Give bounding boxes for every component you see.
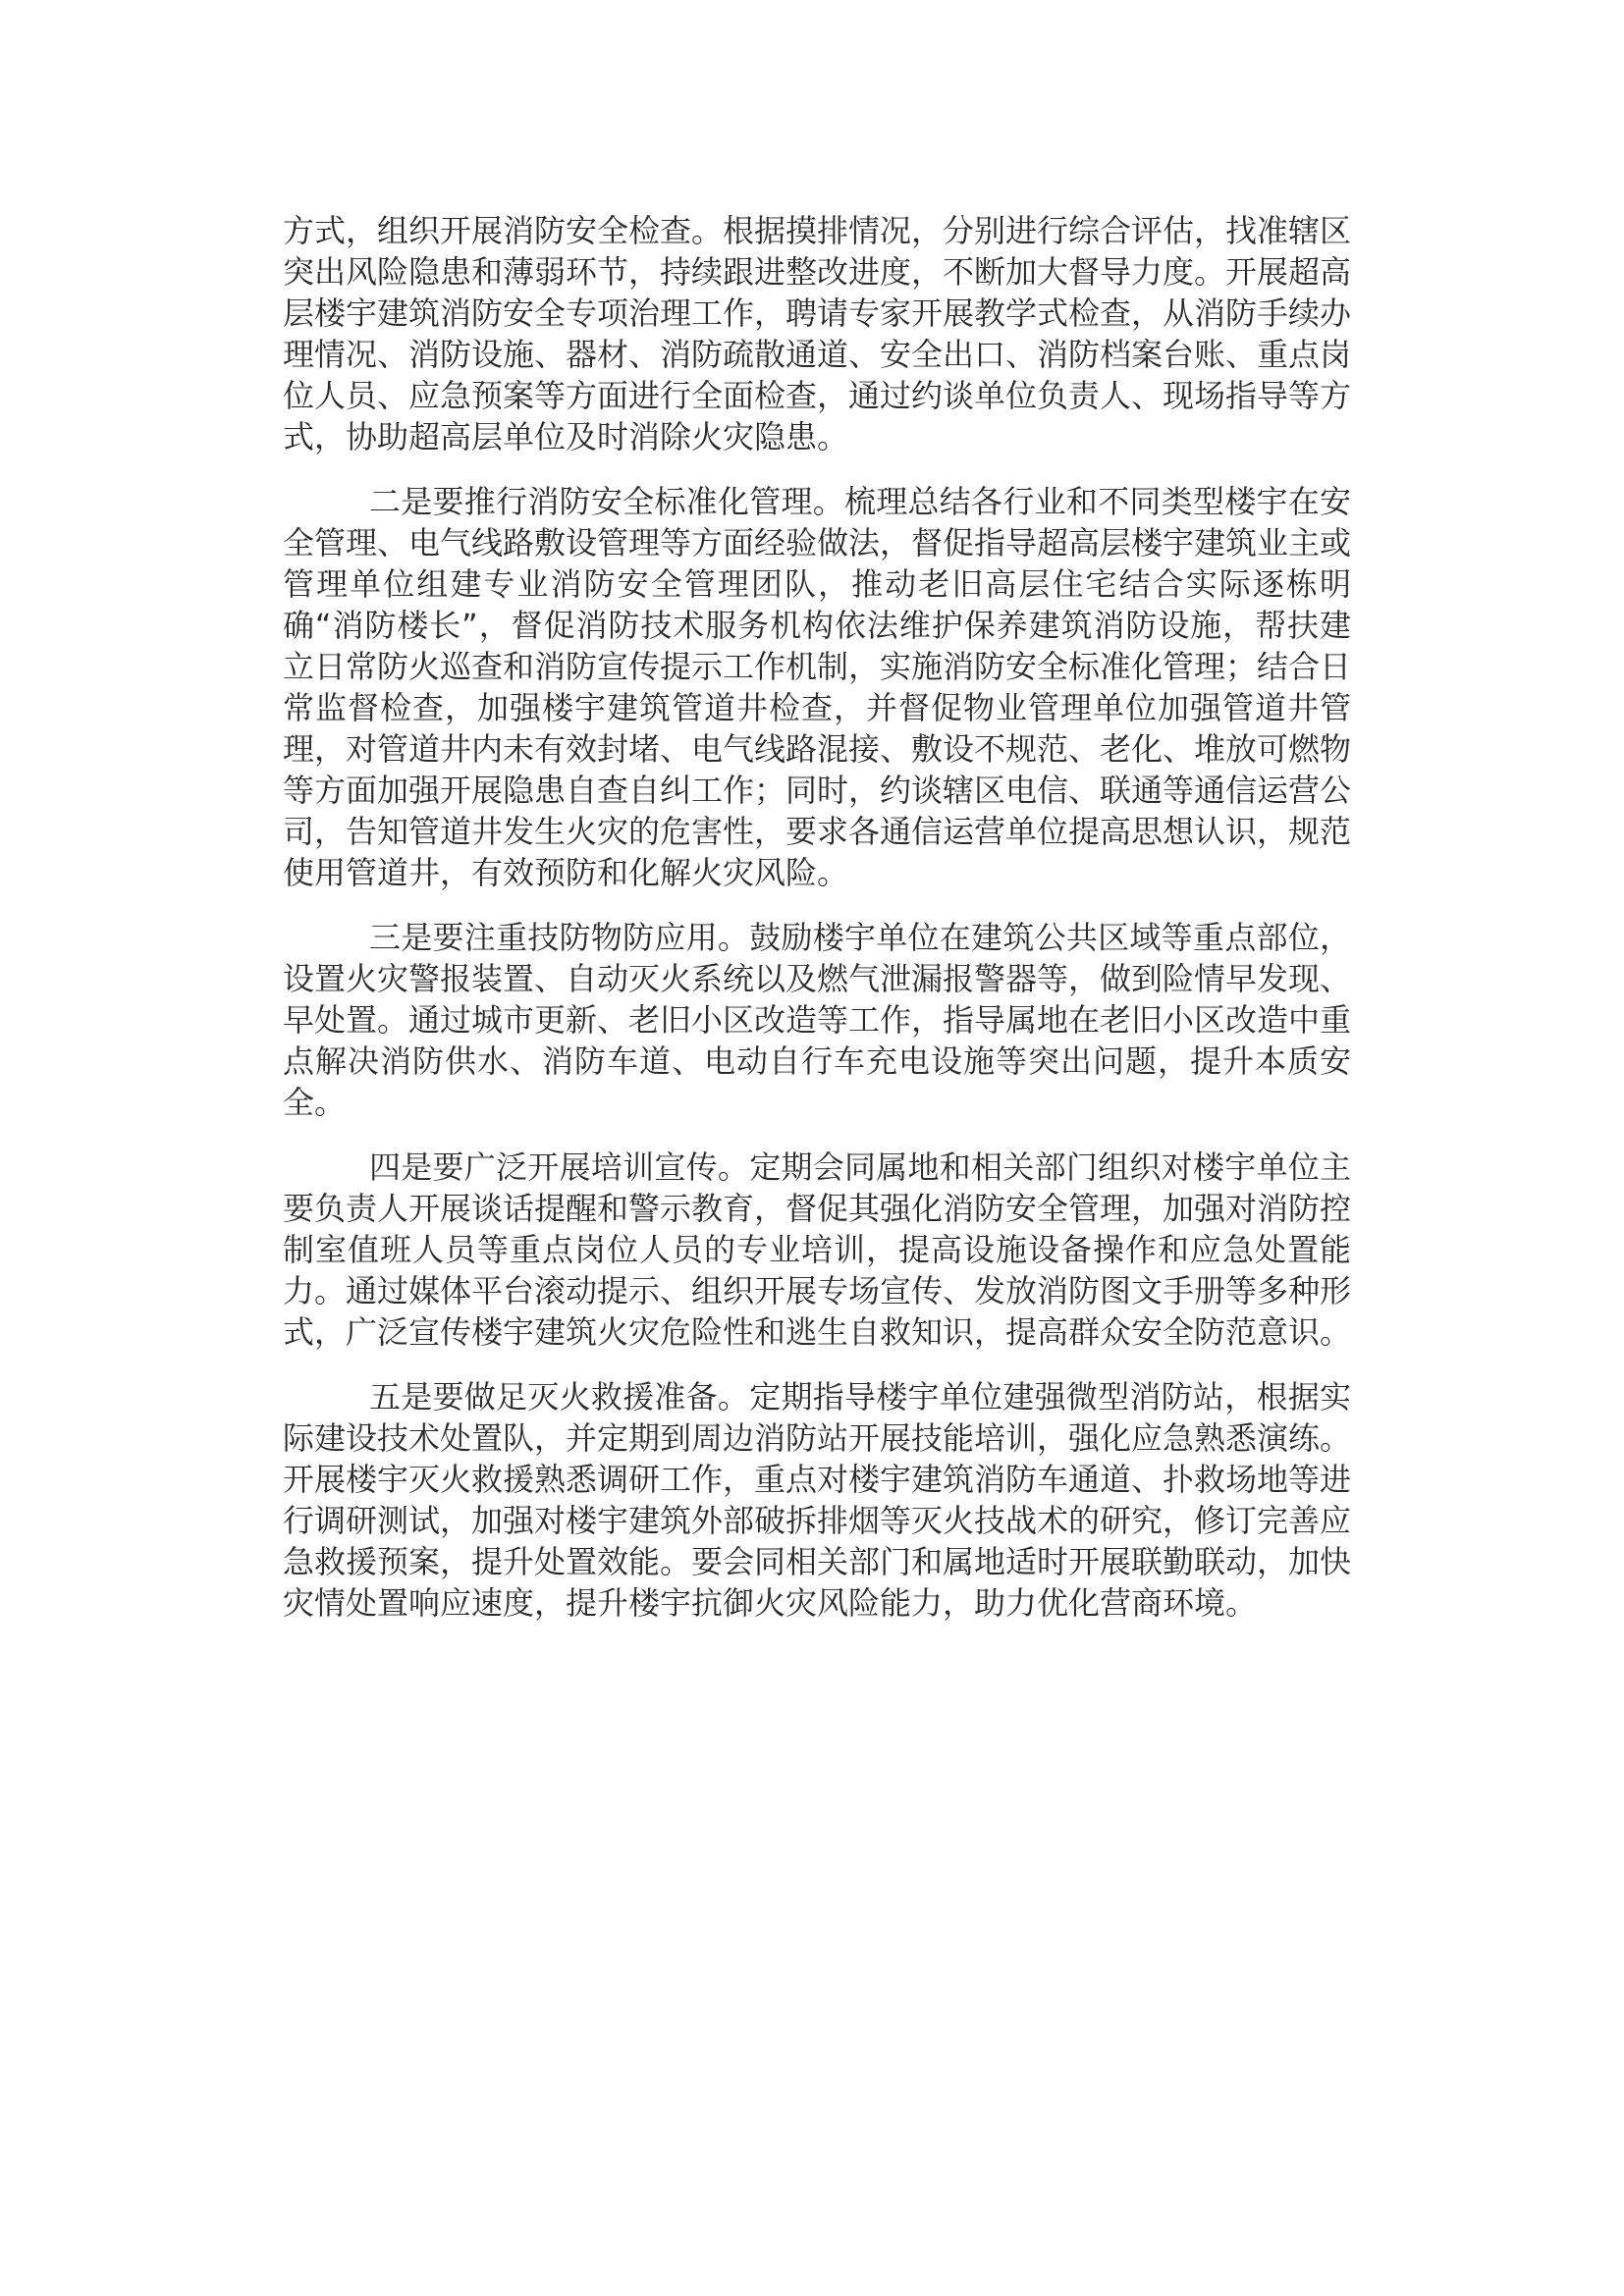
paragraph-rescue-preparation: 五是要做足灭火救援准备。定期指导楼宇单位建强微型消防站，根据实际建设技术处置队，并定期到周边消防站开展技能培训，强化应急熟悉演练。开展楼宇灭火救援熟悉调研工作，重点对楼宇建筑消防车通道、扑救场地等进行调研测试，加强对楼宇建筑外部破拆排烟等灭火技战术的研究，修订完善应急救援预案，提升处置效能。要会同相关部门和属地适时开展联勤联动，加快灾情处置响应速度，提升楼宇抗御火灾风险能力，助力优化营商环境。 [283, 1378, 1352, 1622]
paragraph-training-publicity: 四是要广泛开展培训宣传。定期会同属地和相关部门组织对楼宇单位主要负责人开展谈话提醒和警示教育，督促其强化消防安全管理，加强对消防控制室值班人员等重点岗位人员的专业培训，提高设施设备操作和应急处置能力。通过媒体平台滚动提示、组织开展专场宣传、发放消防图文手册等多种形式，广泛宣传楼宇建筑火灾危险性和逃生自救知识，提高群众安全防范意识。 [283, 1148, 1352, 1351]
document-body [283, 210, 1351, 1647]
paragraph-technical-prevention: 三是要注重技防物防应用。鼓励楼宇单位在建筑公共区域等重点部位，设置火灾警报装置、自动灭火系统以及燃气泄漏报警器等，做到险情早发现、早处置。通过城市更新、老旧小区改造等工作，指导属地在老旧小区改造中重点解决消防供水、消防车道、电动自行车充电设施等突出问题，提升本质安全。 [283, 919, 1352, 1121]
paragraph-standardized-management: 二是要推行消防安全标准化管理。梳理总结各行业和不同类型楼宇在安全管理、电气线路敷设管理等方面经验做法，督促指导超高层楼宇建筑业主或管理单位组建专业消防安全管理团队，推动老旧高层住宅结合实际逐栋明确“消防楼长”，督促消防技术服务机构依法维护保养建筑消防设施，帮扶建立日常防火巡查和消防宣传提示工作机制，实施消防安全标准化管理；结合日常监督检查，加强楼宇建筑管道井检查，并督促物业管理单位加强管道井管理，对管道井内未有效封堵、电气线路混接、敷设不规范、老化、堆放可燃物等方面加强开展隐患自查自纠工作；同时，约谈辖区电信、联通等通信运营公司，告知管道井发生火灾的危害性，要求各通信运营单位提高思想认识，规范使用管道井，有效预防和化解火灾风险。 [283, 483, 1352, 891]
paragraph-continuation: 方式，组织开展消防安全检查。根据摸排情况，分别进行综合评估，找准辖区突出风险隐患和薄弱环节，持续跟进整改进度，不断加大督导力度。开展超高层楼宇建筑消防安全专项治理工作，聘请专家开展教学式检查，从消防手续办理情况、消防设施、器材、消防疏散通道、安全出口、消防档案台账、重点岗位人员、应急预案等方面进行全面检查，通过约谈单位负责人、现场指导等方式，协助超高层单位及时消除火灾隐患。 [283, 212, 1352, 455]
